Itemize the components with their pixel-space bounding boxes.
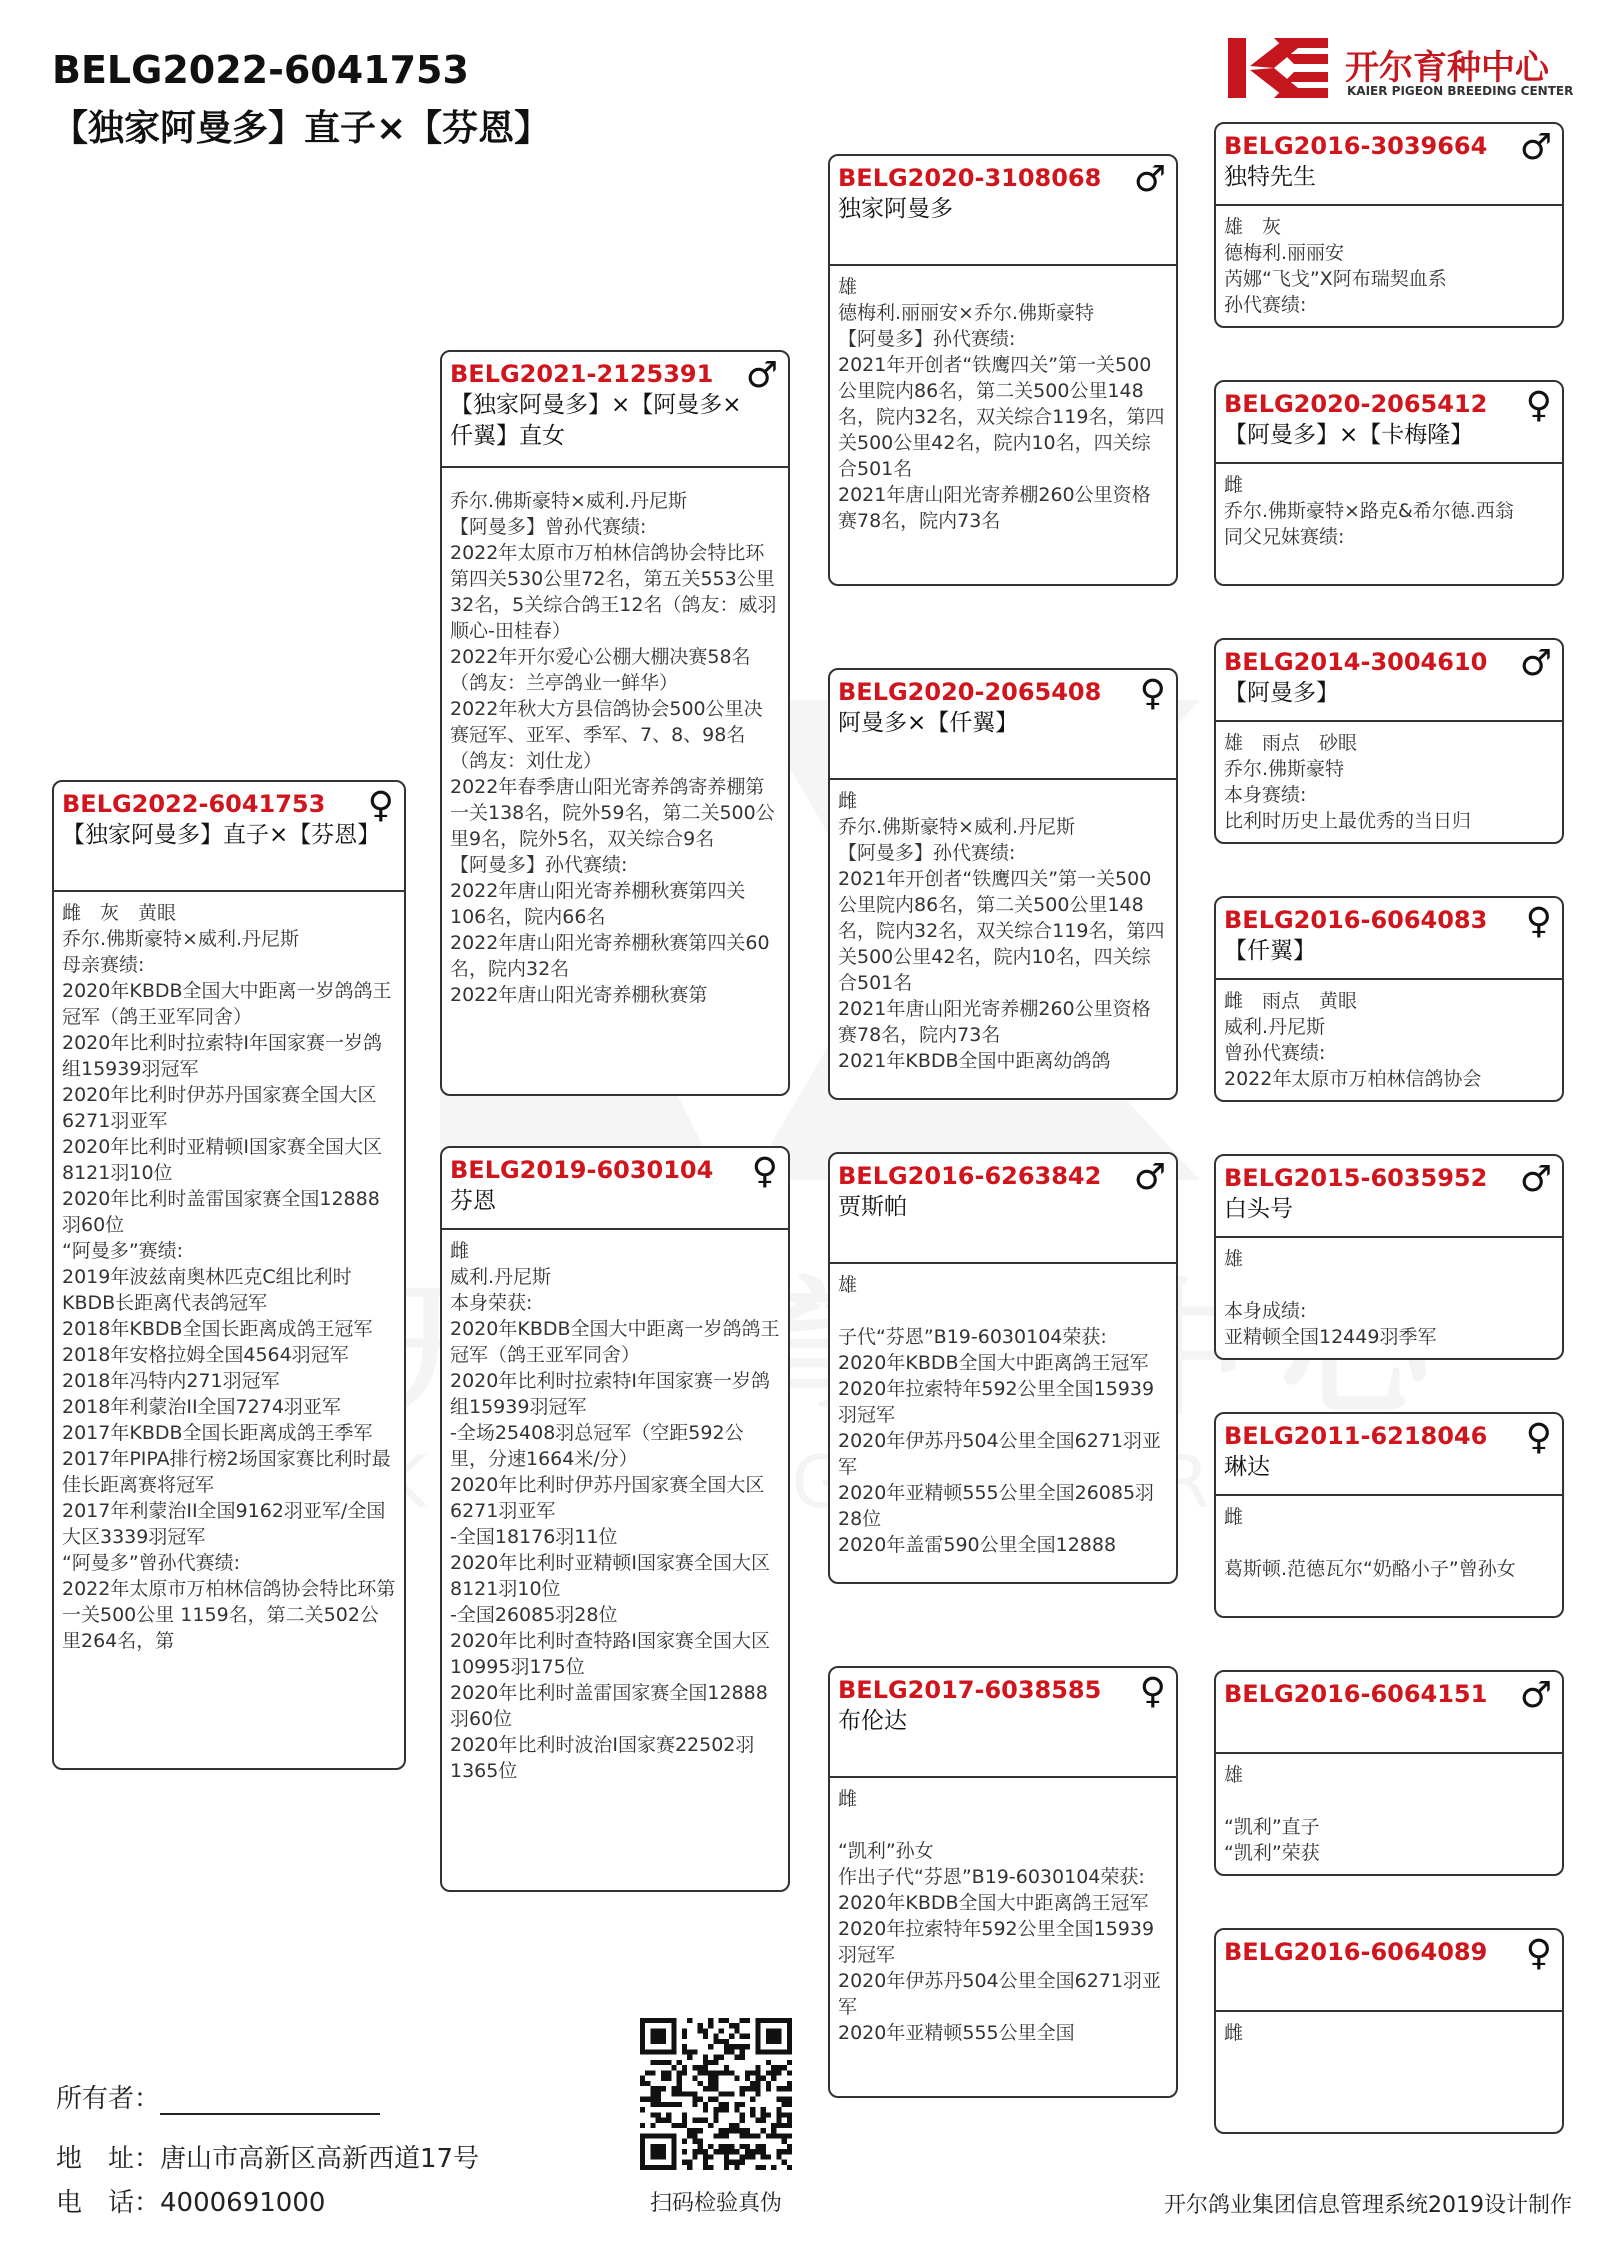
- detail-line: 雌: [1224, 2022, 1244, 2044]
- detail-line: -全国18176羽11位: [450, 1526, 618, 1548]
- detail-line: “凯利”直子: [1224, 1816, 1320, 1838]
- detail-line: 2018年利蒙治II全国7274羽亚军: [62, 1396, 341, 1418]
- detail-line: “阿曼多”曾孙代赛绩:: [62, 1552, 241, 1574]
- detail-line: 子代“芬恩”B19-6030104荣获:: [838, 1326, 1107, 1348]
- detail-line: 母亲赛绩:: [62, 954, 145, 976]
- pigeon-details: [1216, 980, 1562, 1100]
- pigeon-name: 【独家阿曼多】直子×【芬恩】: [62, 822, 381, 848]
- female-icon: ♀: [751, 1151, 778, 1192]
- detail-line: 威利.丹尼斯: [450, 1266, 552, 1288]
- female-icon: ♀: [1139, 673, 1166, 714]
- detail-line: 雄: [838, 1274, 858, 1296]
- detail-line: “阿曼多”赛绩:: [62, 1240, 184, 1262]
- pigeon-name: 【阿曼多】×【卡梅隆】: [1224, 422, 1474, 448]
- detail-line: 乔尔.佛斯豪特×威利.丹尼斯: [62, 928, 299, 950]
- detail-line: 2020年比利时查特路I国家赛全国大区10995羽175位: [450, 1630, 770, 1678]
- ring-number: BELG2022-6041753: [62, 790, 326, 818]
- detail-line: 雌: [838, 1788, 858, 1810]
- pigeon-name: 贾斯帕: [838, 1194, 907, 1220]
- detail-line: 2021年唐山阳光寄养棚260公里资格赛78名，院内73名: [838, 484, 1151, 532]
- detail-line: 孙代赛绩:: [1224, 294, 1307, 316]
- male-icon: ♂: [1133, 159, 1166, 200]
- male-icon: ♂: [745, 355, 778, 396]
- detail-line: 亚精顿全国12449羽季军: [1224, 1326, 1437, 1348]
- detail-line: [1224, 1788, 1554, 1814]
- detail-line: 【阿曼多】孙代赛绩:: [838, 842, 1016, 864]
- pigeon-card-ggd-4: [1214, 1928, 1564, 2134]
- pigeon-card-sire: [440, 350, 790, 1096]
- pigeon-card-dam: [440, 1146, 790, 1892]
- pigeon-name: 【独家阿曼多】×【阿曼多× 仟翼】直女: [450, 392, 742, 449]
- ring-number: BELG2017-6038585: [838, 1676, 1102, 1704]
- female-icon: ♀: [1525, 901, 1552, 942]
- male-icon: ♂: [1519, 1159, 1552, 1200]
- pigeon-details: [830, 780, 1176, 1082]
- pigeon-name: 阿曼多×【仟翼】: [838, 710, 1019, 736]
- address-row: [56, 2138, 479, 2175]
- detail-line: 2020年比利时伊苏丹国家赛全国大区6271羽亚军: [450, 1474, 765, 1522]
- detail-line: 2020年比利时亚精顿I国家赛全国大区8121羽10位: [450, 1552, 770, 1600]
- pigeon-details: [830, 1264, 1176, 1566]
- detail-line: 乔尔.佛斯豪特: [1224, 758, 1345, 780]
- ring-number: BELG2020-2065412: [1224, 390, 1488, 418]
- detail-line: 2022年太原市万柏林信鸽协会特比环第四关530公里72名，第五关553公里32名，5关综合鸽王12名（鸽友：威羽顺心-田桂春）: [450, 542, 777, 642]
- detail-line: 2021年开创者“铁鹰四关”第一关500公里院内86名，第二关500公里148名，院内32名，双关综合119名，第四关500公里42名，院内10名，四关综合501名: [838, 354, 1165, 480]
- ring-number: BELG2015-6035952: [1224, 1164, 1488, 1192]
- detail-line: 2021年KBDB全国中距离幼鸽鸽: [838, 1050, 1111, 1072]
- detail-line: 本身荣获:: [450, 1292, 533, 1314]
- detail-line: 2020年比利时波治I国家赛22502羽1365位: [450, 1734, 755, 1782]
- detail-line: 雄: [838, 276, 858, 298]
- pigeon-name: 【阿曼多】: [1224, 680, 1339, 706]
- pigeon-details: [442, 1230, 788, 1792]
- pigeon-card-ggd-1: [1214, 380, 1564, 586]
- pigeon-card-ggs-2: [1214, 638, 1564, 844]
- detail-line: 2020年比利时亚精顿I国家赛全国大区8121羽10位: [62, 1136, 382, 1184]
- detail-line: 2020年比利时拉索特I年国家赛一岁鸽组15939羽冠军: [62, 1032, 382, 1080]
- pigeon-details: [830, 266, 1176, 542]
- pigeon-card-ggs-4: [1214, 1670, 1564, 1876]
- pigeon-card-gd-2: [828, 1666, 1178, 2098]
- female-icon: ♀: [1525, 1933, 1552, 1974]
- pigeon-card-gs-2: [828, 1152, 1178, 1584]
- pigeon-card-ggs-3: [1214, 1154, 1564, 1360]
- address-label: 地 址：: [56, 2144, 161, 2174]
- detail-line: 2020年伊苏丹504公里全国6271羽亚军: [838, 1970, 1161, 2018]
- female-icon: ♀: [1525, 385, 1552, 426]
- detail-line: 雄: [1224, 1248, 1244, 1270]
- pigeon-details: [54, 892, 404, 1662]
- detail-line: 2018年安格拉姆全国4564羽冠军: [62, 1344, 349, 1366]
- detail-line: 2020年亚精顿555公里全国: [838, 2022, 1075, 2044]
- ring-number: BELG2016-6064083: [1224, 906, 1488, 934]
- detail-line: 2020年比利时盖雷国家赛全国12888羽60位: [450, 1682, 768, 1730]
- male-icon: ♂: [1519, 1675, 1552, 1716]
- pigeon-details: [1216, 1496, 1562, 1590]
- female-icon: ♀: [367, 785, 394, 826]
- detail-line: 2017年利蒙治II全国9162羽亚军/全国大区3339羽冠军: [62, 1500, 386, 1548]
- detail-line: 2021年唐山阳光寄养棚260公里资格赛78名，院内73名: [838, 998, 1151, 1046]
- owner-row: [56, 2078, 380, 2115]
- detail-line: [838, 1298, 1168, 1324]
- detail-line: 曾孙代赛绩:: [1224, 1042, 1326, 1064]
- detail-line: 乔尔.佛斯豪特×路克&希尔德.西翁: [1224, 500, 1514, 522]
- qr-label: 扫码检验真伪: [649, 2191, 782, 2216]
- detail-line: 作出子代“芬恩”B19-6030104荣获:: [838, 1866, 1145, 1888]
- pigeon-details: [1216, 722, 1562, 842]
- phone-value: 4000691000: [160, 2188, 326, 2218]
- detail-line: 2017年KBDB全国长距离成鸽王季军: [62, 1422, 373, 1444]
- system-credit: 开尔鸽业集团信息管理系统2019设计制作: [1164, 2193, 1572, 2218]
- detail-line: 2020年拉索特年592公里全国15939羽冠军: [838, 1918, 1155, 1966]
- qr-code-icon[interactable]: [640, 2018, 792, 2170]
- detail-line: 2020年KBDB全国大中距离一岁鸽鸽王冠军（鸽王亚军同舍）: [62, 980, 392, 1028]
- logo-subtitle: KAIER PIGEON BREEDING CENTER: [1347, 84, 1574, 98]
- detail-line: 雌 灰 黄眼: [62, 902, 177, 924]
- male-icon: ♂: [1133, 1157, 1166, 1198]
- detail-line: 雄: [1224, 1764, 1244, 1786]
- detail-line: 2022年唐山阳光寄养棚秋赛第四关60名，院内32名: [450, 932, 770, 980]
- ring-number: BELG2020-2065408: [838, 678, 1102, 706]
- detail-line: 2021年开创者“铁鹰四关”第一关500公里院内86名，第二关500公里148名，院内32名，双关综合119名，第四关500公里42名，院内10名，四关综合501名: [838, 868, 1165, 994]
- detail-line: 2020年KBDB全国大中距离鸽王冠军: [838, 1352, 1149, 1374]
- pedigree-ring-number: BELG2022-6041753: [52, 48, 469, 92]
- pigeon-name: 琳达: [1224, 1454, 1270, 1480]
- owner-label: 所有者：: [56, 2084, 161, 2114]
- owner-line: [160, 2091, 380, 2115]
- ring-number: BELG2014-3004610: [1224, 648, 1488, 676]
- detail-line: -全场25408羽总冠军（空距592公里，分速1664米/分）: [450, 1422, 744, 1470]
- detail-line: 2020年KBDB全国大中距离一岁鸽鸽王冠军（鸽王亚军同舍）: [450, 1318, 780, 1366]
- detail-line: 葛斯顿.范德瓦尔“奶酪小子”曾孙女: [1224, 1558, 1516, 1580]
- pigeon-name: 布伦达: [838, 1708, 907, 1734]
- pigeon-details: [1216, 206, 1562, 326]
- detail-line: 乔尔.佛斯豪特×威利.丹尼斯: [838, 816, 1075, 838]
- address-value: 唐山市高新区高新西道17号: [160, 2144, 480, 2174]
- detail-line: 2017年PIPA排行榜2场国家赛比利时最佳长距离赛将冠军: [62, 1448, 391, 1496]
- detail-line: 雌: [1224, 474, 1244, 496]
- male-icon: ♂: [1519, 127, 1552, 168]
- detail-line: 雄 雨点 砂眼: [1224, 732, 1358, 754]
- detail-line: 雌: [450, 1240, 470, 1262]
- detail-line: 2022年春季唐山阳光寄养鸽寄养棚第一关138名，院外59名，第二关500公里9名，院外5名，双关综合9名: [450, 776, 775, 850]
- ring-number: BELG2011-6218046: [1224, 1422, 1488, 1450]
- detail-line: “凯利”孙女: [838, 1840, 934, 1862]
- detail-line: 2020年拉索特年592公里全国15939羽冠军: [838, 1378, 1155, 1426]
- detail-line: 雌: [1224, 1506, 1244, 1528]
- detail-line: 乔尔.佛斯豪特×威利.丹尼斯: [450, 490, 687, 512]
- detail-line: [1224, 1272, 1554, 1298]
- pigeon-name: 独家阿曼多: [838, 196, 953, 222]
- detail-line: 2019年波兹南奥林匹克C组比利时KBDB长距离代表鸽冠军: [62, 1266, 352, 1314]
- detail-line: 德梅利.丽丽安: [1224, 242, 1345, 264]
- detail-line: 2020年比利时盖雷国家赛全国12888羽60位: [62, 1188, 380, 1236]
- detail-line: 雄 灰: [1224, 216, 1282, 238]
- detail-line: 比利时历史上最优秀的当日归: [1224, 810, 1472, 832]
- detail-line: 2022年太原市万柏林信鸽协会: [1224, 1068, 1482, 1090]
- detail-line: 【阿曼多】曾孙代赛绩:: [450, 516, 647, 538]
- detail-line: 本身成绩:: [1224, 1300, 1307, 1322]
- pigeon-card-ggd-3: [1214, 1412, 1564, 1618]
- detail-line: 【阿曼多】孙代赛绩:: [838, 328, 1016, 350]
- detail-line: 2020年KBDB全国大中距离鸽王冠军: [838, 1892, 1149, 1914]
- detail-line: 德梅利.丽丽安×乔尔.佛斯豪特: [838, 302, 1094, 324]
- ring-number: BELG2016-6064089: [1224, 1938, 1488, 1966]
- female-icon: ♀: [1139, 1671, 1166, 1712]
- pigeon-name: 芬恩: [450, 1188, 496, 1214]
- ring-number: BELG2019-6030104: [450, 1156, 714, 1184]
- ring-number: BELG2021-2125391: [450, 360, 714, 388]
- ring-number: BELG2020-3108068: [838, 164, 1102, 192]
- pigeon-card-subject: [52, 780, 406, 1770]
- pigeon-details: [1216, 464, 1562, 558]
- pigeon-card-ggs-1: [1214, 122, 1564, 328]
- pigeon-details: [442, 468, 788, 1016]
- logo-text: 开尔育种中心: [1345, 48, 1549, 88]
- detail-line: 雌 雨点 黄眼: [1224, 990, 1358, 1012]
- detail-line: -全国26085羽28位: [450, 1604, 618, 1626]
- detail-line: 2018年冯特内271羽冠军: [62, 1370, 280, 1392]
- detail-line: 2018年KBDB全国长距离成鸽王冠军: [62, 1318, 373, 1340]
- detail-line: 2022年唐山阳光寄养棚秋赛第四关106名，院内66名: [450, 880, 746, 928]
- pigeon-name: 白头号: [1224, 1196, 1293, 1222]
- pigeon-details: [1216, 1754, 1562, 1874]
- detail-line: 2022年唐山阳光寄养棚秋赛第: [450, 984, 708, 1006]
- phone-row: [56, 2182, 325, 2219]
- pigeon-card-gs-1: [828, 154, 1178, 586]
- pigeon-name: 【仟翼】: [1224, 938, 1316, 964]
- ring-number: BELG2016-6064151: [1224, 1680, 1488, 1708]
- detail-line: [1224, 1530, 1554, 1556]
- ring-number: BELG2016-6263842: [838, 1162, 1102, 1190]
- pigeon-details: [1216, 2012, 1562, 2054]
- pigeon-details: [830, 1778, 1176, 2054]
- detail-line: 2020年盖雷590公里全国12888: [838, 1534, 1117, 1556]
- detail-line: 2020年比利时伊苏丹国家赛全国大区6271羽亚军: [62, 1084, 377, 1132]
- male-icon: ♂: [1519, 643, 1552, 684]
- detail-line: 2020年伊苏丹504公里全国6271羽亚军: [838, 1430, 1161, 1478]
- detail-line: 2022年太原市万柏林信鸽协会特比环第一关500公里 1159名，第二关502公里264名，第: [62, 1578, 396, 1652]
- detail-line: “凯利”荣获: [1224, 1842, 1320, 1864]
- detail-line: 威利.丹尼斯: [1224, 1016, 1326, 1038]
- phone-label: 电 话：: [56, 2188, 161, 2218]
- female-icon: ♀: [1525, 1417, 1552, 1458]
- detail-line: 2022年秋大方县信鸽协会500公里决赛冠军、亚军、季军、7、8、98名（鸽友：刘仕龙）: [450, 698, 763, 772]
- detail-line: 2022年开尔爱心公棚大棚决赛58名（鸽友：兰亭鸽业一鲜华）: [450, 646, 751, 694]
- detail-line: 2020年亚精顿555公里全国26085羽28位: [838, 1482, 1155, 1530]
- pedigree-title: 【独家阿曼多】直子×【芬恩】: [52, 108, 551, 149]
- detail-line: 2020年比利时拉索特I年国家赛一岁鸽组15939羽冠军: [450, 1370, 770, 1418]
- detail-line: 雌: [838, 790, 858, 812]
- pigeon-card-ggd-2: [1214, 896, 1564, 1102]
- pigeon-name: 独特先生: [1224, 164, 1316, 190]
- pigeon-details: [1216, 1238, 1562, 1358]
- detail-line: [838, 1812, 1168, 1838]
- pigeon-card-gd-1: [828, 668, 1178, 1100]
- detail-line: 同父兄妹赛绩:: [1224, 526, 1345, 548]
- detail-line: 芮娜“飞戈”X阿布瑞契血系: [1224, 268, 1447, 290]
- ring-number: BELG2016-3039664: [1224, 132, 1488, 160]
- detail-line: 本身赛绩:: [1224, 784, 1307, 806]
- detail-line: 【阿曼多】孙代赛绩:: [450, 854, 628, 876]
